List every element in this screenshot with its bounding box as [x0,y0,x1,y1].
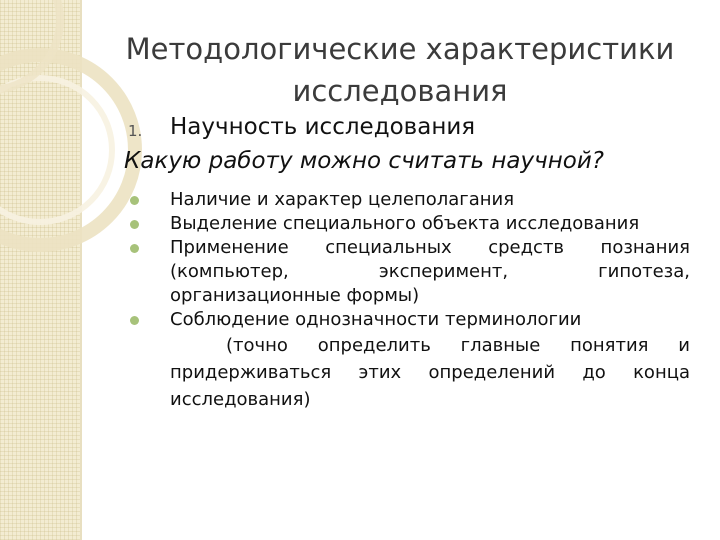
numbered-item-marker: 1. [128,122,143,140]
bullet-list [130,188,690,413]
bullet-text: Применение специальных средств познания (компьютер, эксперимент, гипотеза, организационные формы) [170,237,690,306]
bullet-icon [130,316,139,325]
bullet-icon [130,196,139,205]
list-item [130,308,690,332]
title-line-2: исследования [292,74,508,108]
bullet-text: Соблюдение однозначности терминологии [170,309,582,330]
slide-title [110,28,690,112]
bullet-icon [130,220,139,229]
list-item [130,188,690,212]
bullet-icon [130,244,139,253]
continuation-text: (точно определить главные понятия и придерживаться этих определений до конца исследования) [170,335,690,410]
bullet-continuation [130,332,690,413]
bullet-text: Наличие и характер целеполагания [170,189,515,210]
bullet-text: Выделение специального объекта исследования [170,213,640,234]
list-item [130,212,690,236]
numbered-item-text: Научность исследования [170,114,476,140]
list-item [130,236,690,308]
question-text: Какую работу можно считать научной? [124,148,604,174]
title-line-1: Методологические характеристики [125,32,675,66]
